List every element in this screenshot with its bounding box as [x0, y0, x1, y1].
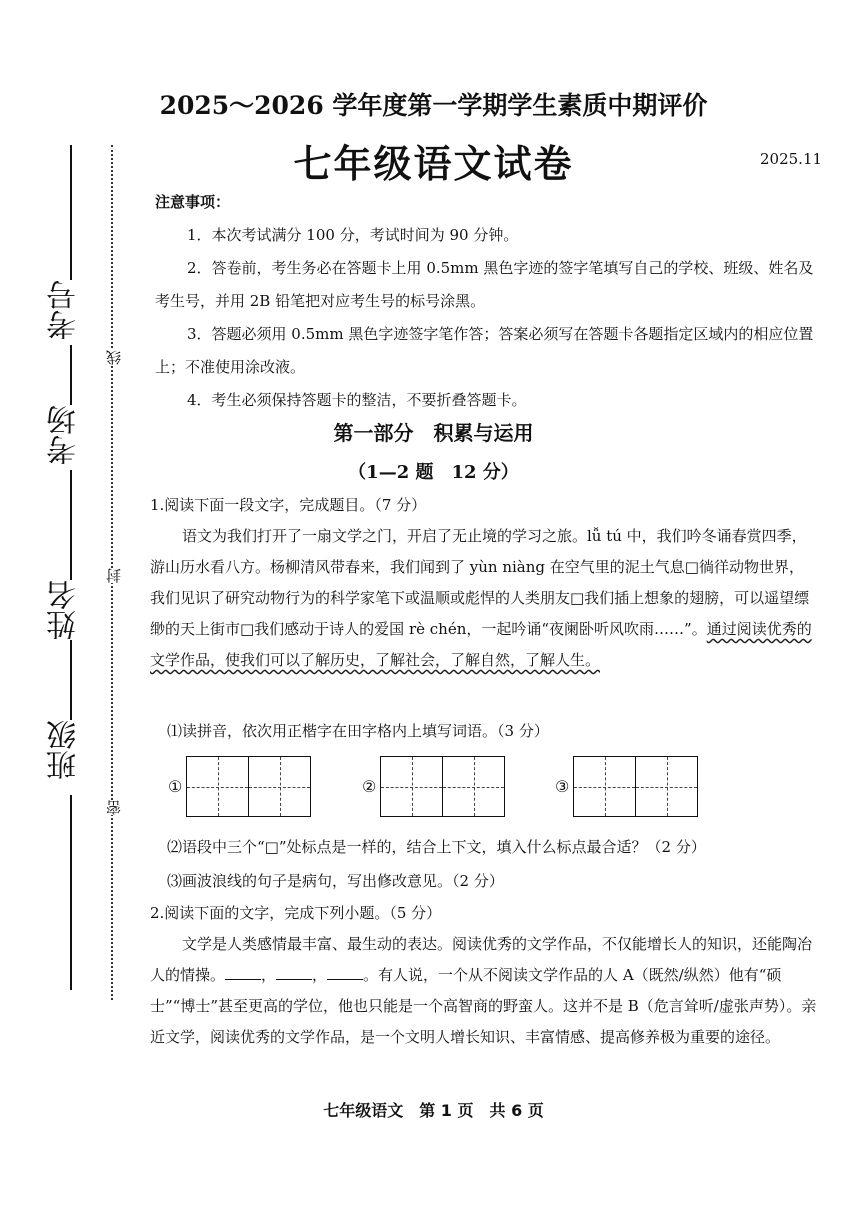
blank-sep-1: ， — [261, 966, 277, 984]
exam-date: 2025.11 — [760, 150, 823, 168]
notes-title: 注意事项： — [155, 193, 231, 211]
binding-rule-mid2 — [70, 470, 72, 580]
blank-2[interactable] — [276, 965, 312, 980]
seal-mark: 封 — [105, 568, 123, 583]
q2-passage-a: 文学是人类感情最丰富、最生动的表达。阅读优秀的文学作品，不仅能增长人的知识，还能陶冶人的情操。 — [150, 935, 813, 984]
q1-sub2: ⑵语段中三个“□”处标点是一样的，结合上下文，填入什么标点最合适？（2 分） — [167, 838, 706, 856]
q2-passage-b: 。有人说，一个从不阅读文学作品的人 A（既然/纵然）他有“硕士”“博士”甚至更高的学位，他也只能是一个高智商的野蛮人。这并不是 B（危言耸听/虚张声势）。亲近文学，阅读优秀的文学作品，是一个文明人增长知识、丰富情感、提高修养极为重要的途径。 — [150, 966, 817, 1046]
binding-rule-mid1 — [70, 345, 72, 405]
q1-block — [150, 490, 818, 676]
part1-subtitle: （1—2 题 12 分） — [348, 462, 519, 483]
answer-grid-1 — [168, 756, 311, 817]
notes-item-2: 2．答卷前，考生务必在答题卡上用 0.5mm 黑色字迹的签字笔填写自己的学校、班级、姓名及考生号，并用 2B 铅笔把对应考生号的标号涂黑。 — [155, 259, 814, 310]
binding-rule-bottom — [70, 795, 72, 990]
q1-sub3: ⑶画波浪线的句子是病句，写出修改意见。（2 分） — [167, 872, 504, 890]
binding-rule-mid3 — [70, 640, 72, 720]
name-label: 姓名 — [47, 580, 82, 640]
grid-label-3: ③ — [555, 777, 570, 796]
q1-sub1: ⑴读拼音，依次用正楷字在田字格内上填写词语。（3 分） — [167, 722, 549, 740]
answer-grid-3 — [555, 756, 698, 817]
grid-boxes-3[interactable] — [573, 756, 698, 817]
answer-grid-2 — [362, 756, 505, 817]
q2-passage — [150, 929, 818, 1053]
notes-item-1: 1．本次考试满分 100 分，考试时间为 90 分钟。 — [187, 226, 519, 244]
exam-title: 七年级语文试卷 — [293, 141, 574, 186]
exam-room-label: 考场 — [47, 405, 82, 465]
q2-block — [150, 898, 818, 1053]
grid-label-1: ① — [168, 777, 183, 796]
q1-passage — [150, 521, 818, 676]
blank-sep-2: ， — [312, 966, 328, 984]
blank-1[interactable] — [225, 965, 261, 980]
secret-mark: 密 — [105, 800, 123, 815]
part1-title: 第一部分 积累与运用 — [333, 421, 534, 445]
term-title: 2025～2026 学年度第一学期学生素质中期评价 — [159, 91, 708, 120]
page-footer: 七年级语文 第 1 页 共 6 页 — [323, 1101, 544, 1120]
grid-boxes-1[interactable] — [186, 756, 311, 817]
blank-3[interactable] — [327, 965, 363, 980]
class-label: 班级 — [47, 720, 82, 780]
grid-boxes-2[interactable] — [380, 756, 505, 817]
q1-stem: 1.阅读下面一段文字，完成题目。（7 分） — [150, 496, 427, 514]
line-mark: 线 — [105, 350, 123, 365]
notes-item-3: 3．答题必须用 0.5mm 黑色字迹签字笔作答；答案必须写在答题卡各题指定区域内的相应位置上；不准使用涂改液。 — [155, 325, 814, 376]
notes-item-4: 4．考生必须保持答题卡的整洁，不要折叠答题卡。 — [187, 391, 527, 409]
grid-label-2: ② — [362, 777, 377, 796]
exam-number-label: 考号 — [47, 280, 82, 340]
q1-passage-text: 语文为我们打开了一扇文学之门，开启了无止境的学习之旅。lǚ tú 中，我们吟冬诵春赏四季，游山历水看八方。杨柳清风带春来，我们闻到了 yùn niàng 在空气里的泥土气息□徜徉动物世界，我们见识了研究动物行为的科学家笔下或温顺或彪悍的人类朋友□我们插上想象的翅膀，可以遥望缥缈的天上街市□我们感动于诗人的爱国 rè chén，一起吟诵“夜阑卧听风吹雨……”。 — [150, 527, 810, 638]
exam-notes — [155, 186, 820, 417]
q1-wavy-sentence: 通过阅读优秀的文学作品，使我们可以了解历史，了解社会，了解自然，了解人生。 — [150, 620, 812, 669]
q2-stem: 2.阅读下面的文字，完成下列小题。（5 分） — [150, 904, 442, 922]
